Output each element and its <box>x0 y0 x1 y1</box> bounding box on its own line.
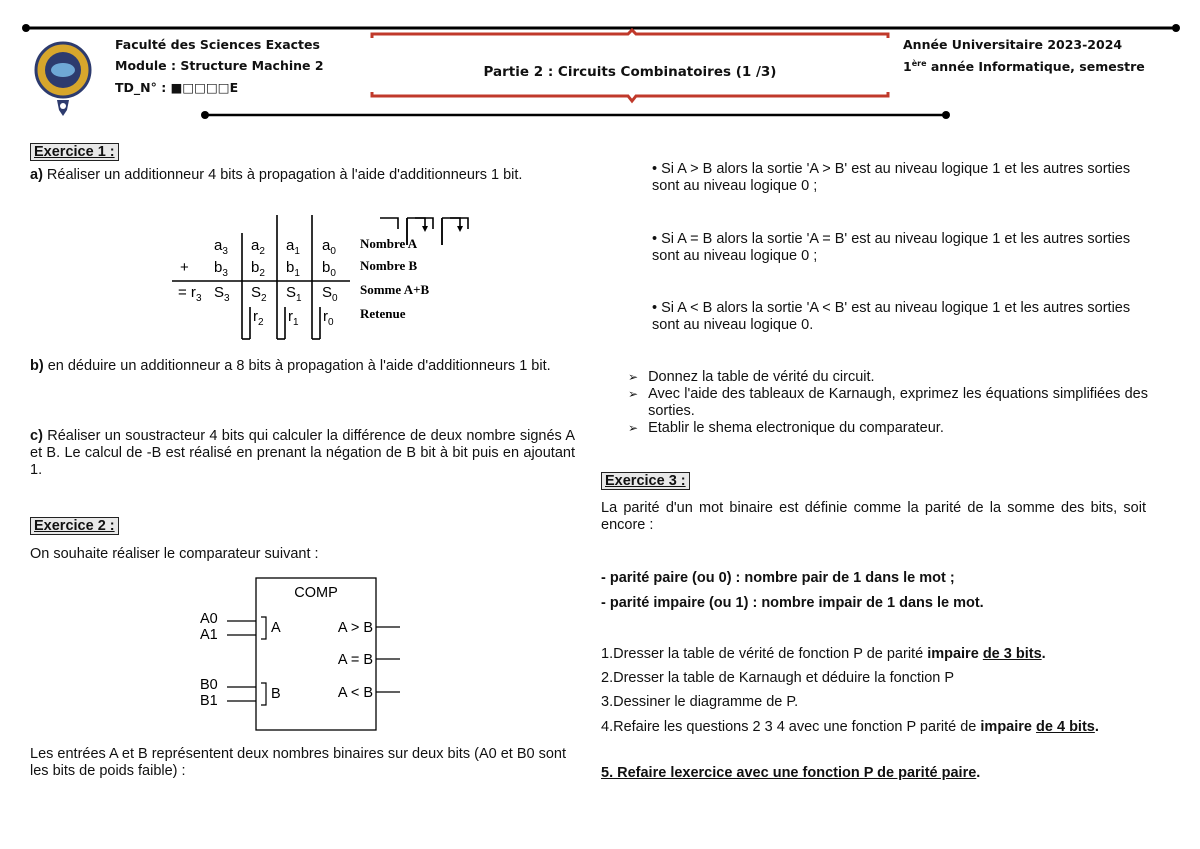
sum-s1: $S_1$ <box>286 284 302 304</box>
task-item: ➢ Etablir le shema electronique du comparateur. <box>628 420 944 436</box>
module-name: Module : Structure Machine 2 <box>115 58 324 73</box>
exercise2-intro: On souhaite réaliser le comparateur suivant : <box>30 546 319 562</box>
output-eq: A = B <box>337 652 373 668</box>
td-number: TD_N° : ■□□□□E <box>115 80 239 95</box>
comp-title: COMP <box>294 585 338 601</box>
exercise3-title: Exercice 3 : <box>601 472 690 490</box>
exercise2-description: Les entrées A et B représentent deux nombres binaires sur deux bits (A0 et B0 sont les bits de poids faible) : <box>30 746 567 779</box>
input-b0: B0 <box>200 677 218 693</box>
carry-r1: $r_1$ <box>288 308 299 328</box>
case-equal: • Si A = B alors la sortie 'A = B' est au niveau logique 1 et les autres sorties sont au niveau logique 0 ; <box>652 231 1131 264</box>
document-title: Partie 2 : Circuits Combinatoires (1 /3) <box>483 64 777 80</box>
parity-odd: - parité impaire (ou 1) : nombre impair de 1 dans le mot. <box>601 595 984 611</box>
question-2: 2.Dresser la table de Karnaugh et déduire la fonction P <box>601 670 955 686</box>
faculty-name: Faculté des Sciences Exactes <box>115 37 320 52</box>
exercise2-title: Exercice 2 : <box>30 517 119 535</box>
plus-sign: + <box>180 259 189 276</box>
question-3: 3.Dessiner le diagramme de P. <box>601 694 799 710</box>
sum-s2: $S_2$ <box>251 284 267 304</box>
comparator-diagram <box>195 575 410 735</box>
bit-b0: $b_0$ <box>322 259 336 279</box>
input-a0: A0 <box>200 611 218 627</box>
bit-a2: $a_2$ <box>251 237 265 257</box>
study-level: 1ère année Informatique, semestre <box>903 59 1145 75</box>
bit-a0: $a_0$ <box>322 237 336 257</box>
exercise1-part-b: b) en déduire un additionneur a 8 bits à propagation à l'aide d'additionneurs 1 bit. <box>30 358 551 374</box>
sum-s3: $S_3$ <box>214 284 230 304</box>
question-1: 1.Dresser la table de vérité de fonction P de parité impaire de 3 bits. <box>601 646 1046 662</box>
bit-b1: $b_1$ <box>286 259 300 279</box>
exercise1-part-c: c) Réaliser un soustracteur 4 bits qui calculer la différence de deux nombre signés A et B. Le calcul de -B est réalisé en prenant la négation de B bit à bit puis en ajoutant 1. <box>30 428 575 478</box>
carry-r0: $r_0$ <box>323 308 334 328</box>
parity-even: - parité paire (ou 0) : nombre pair de 1 dans le mot ; <box>601 570 955 586</box>
eq-r3: = $r_3$ <box>178 284 202 304</box>
label-retenue: Retenue <box>360 306 406 321</box>
output-lt: A < B <box>337 685 373 701</box>
label-nombre-a: Nombre A <box>360 236 418 251</box>
question-4: 4.Refaire les questions 2 3 4 avec une fonction P parité de impaire de 4 bits. <box>601 719 1099 735</box>
task-item: ➢ Avec l'aide des tableaux de Karnaugh, exprimez les équations simplifiées des sorties. <box>628 386 1148 419</box>
bit-b2: $b_2$ <box>251 259 265 279</box>
exercise3-intro: La parité d'un mot binaire est définie comme la parité de la somme des bits, soit encore : <box>601 500 1146 533</box>
input-b1: B1 <box>200 693 218 709</box>
input-a1: A1 <box>200 627 218 643</box>
label-nombre-b: Nombre B <box>360 258 418 273</box>
university-logo <box>33 40 93 128</box>
group-b-label: B <box>271 686 281 702</box>
label-somme: Somme A+B <box>360 282 430 297</box>
bit-b3: $b_3$ <box>214 259 228 279</box>
exercise1-title: Exercice 1 : <box>30 143 119 161</box>
exercise1-part-a: a) Réaliser un additionneur 4 bits à propagation à l'aide d'additionneurs 1 bit. <box>30 167 523 183</box>
bit-a1: $a_1$ <box>286 237 300 257</box>
question-5: 5. Refaire lexercice avec une fonction P de parité paire. <box>601 765 981 781</box>
task-item: ➢ Donnez la table de vérité du circuit. <box>628 369 875 385</box>
exercise2-tasks <box>628 369 1148 437</box>
bit-a3: $a_3$ <box>214 237 228 257</box>
adder-grid <box>170 215 470 345</box>
case-less: • Si A < B alors la sortie 'A < B' est au niveau logique 1 et les autres sorties sont au niveau logique 0. <box>652 300 1131 333</box>
group-a-label: A <box>271 620 281 636</box>
case-greater: • Si A > B alors la sortie 'A > B' est au niveau logique 1 et les autres sorties sont au niveau logique 0 ; <box>652 161 1131 194</box>
sum-s0: $S_0$ <box>322 284 338 304</box>
academic-year: Année Universitaire 2023-2024 <box>903 37 1123 52</box>
output-gt: A > B <box>337 620 373 636</box>
carry-r2: $r_2$ <box>253 308 264 328</box>
